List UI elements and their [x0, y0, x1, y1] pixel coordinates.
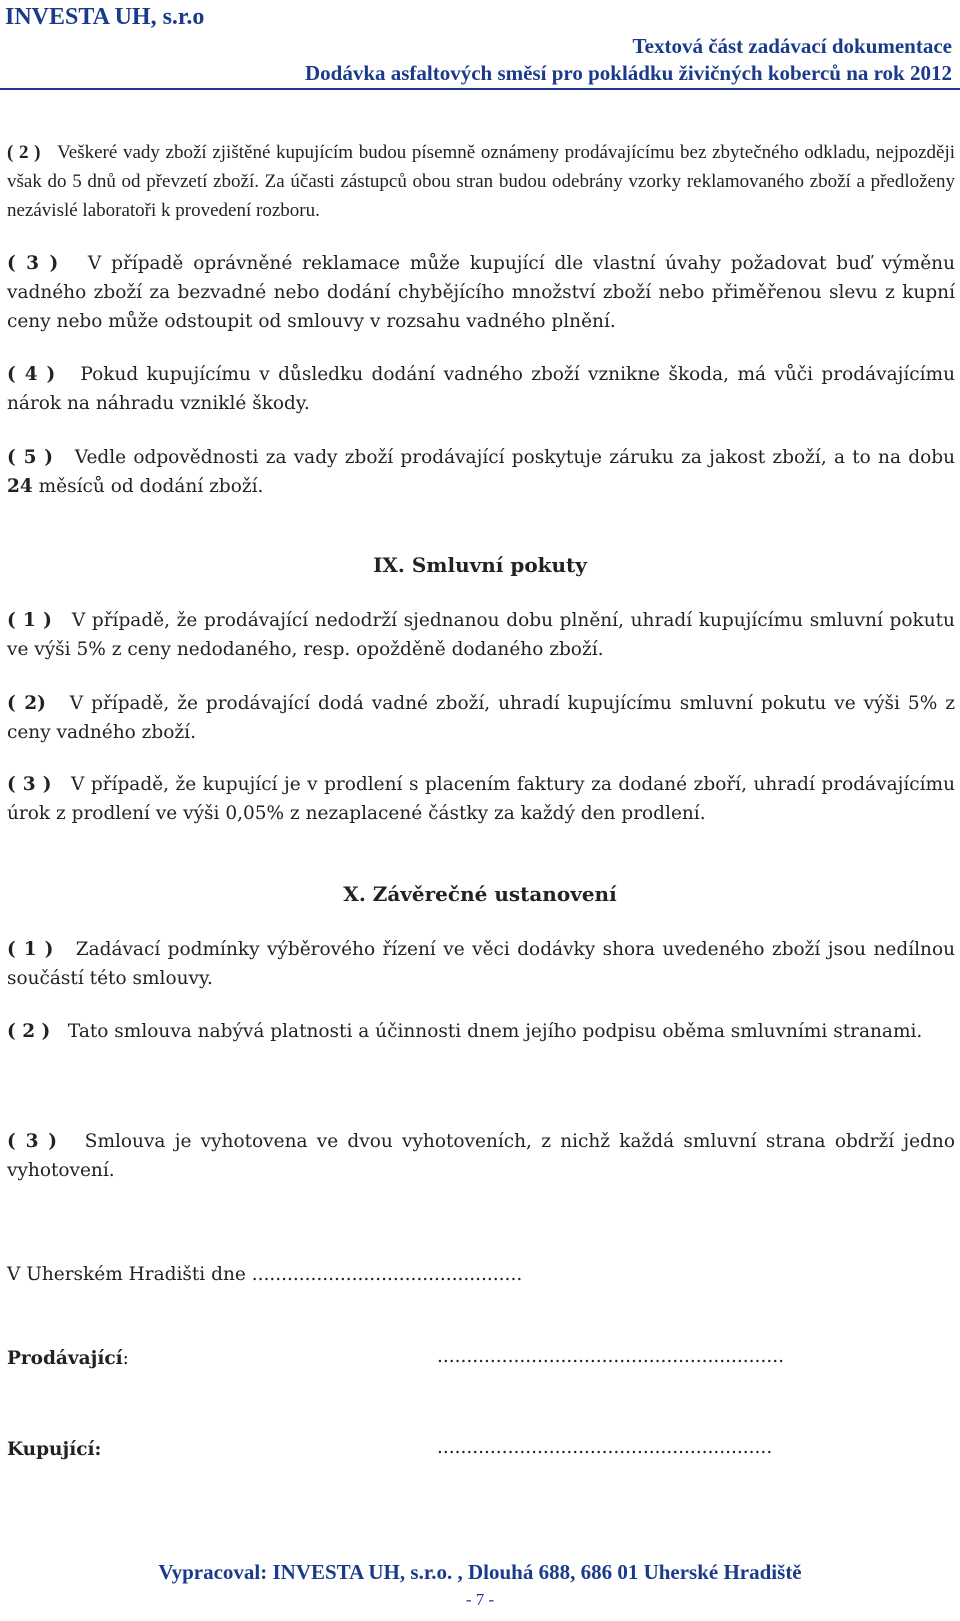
paragraph-text: měsíců od dodání zboží. — [32, 476, 264, 497]
paragraph-viii-3 — [7, 249, 955, 336]
header-divider — [0, 88, 960, 90]
paragraph-text: V případě, že kupující je v prodlení s placením faktury za dodané zboří, uhradí prodávajícímu úrok z prodlení ve výši 0,05% z nezaplacené částky za každý den prodlení. — [7, 774, 955, 824]
page-number: - 7 - — [465, 1590, 495, 1609]
paragraph-x-3 — [7, 1127, 955, 1185]
seller-label-colon: : — [122, 1348, 129, 1369]
paragraph-number: ( 2 ) — [7, 1021, 51, 1042]
paragraph-number: ( 3 ) — [7, 774, 52, 795]
paragraph-ix-3 — [7, 770, 955, 828]
section-heading-x: X. Závěrečné ustanovení — [343, 882, 617, 906]
paragraph-viii-4 — [7, 360, 955, 418]
seller-signature-line: ........................................................... — [437, 1346, 784, 1367]
document-title: Textová část zadávací dokumentace — [632, 34, 952, 58]
paragraph-text: Pokud kupujícímu v důsledku dodání vadného zboží vznikne škoda, má vůči prodávajícímu nárok na náhradu vzniklé škody. — [7, 364, 955, 414]
place-date-line: V Uherském Hradišti dne .............................................. — [7, 1264, 523, 1285]
buyer-label: Kupující: — [7, 1439, 102, 1460]
paragraph-text: V případě, že prodávající nedodrží sjednanou dobu plnění, uhradí kupujícímu smluvní pokutu ve výši 5% z ceny nedodaného, resp. opožděně dodaného zboží. — [7, 610, 955, 660]
paragraph-ix-2 — [7, 689, 955, 747]
paragraph-number: ( 5 ) — [7, 447, 54, 468]
paragraph-text: V případě oprávněné reklamace může kupující dle vlastní úvahy požadovat buď výměnu vadného zboží za bezvadné nebo dodání chybějícího množství zboží nebo přiměřenou slevu z kupní ceny nebo může odstoupit od smlouvy v rozsahu vadného plnění. — [7, 253, 955, 332]
paragraph-number: ( 2 ) — [7, 142, 41, 163]
paragraph-text: Tato smlouva nabývá platnosti a účinnosti dnem jejího podpisu oběma smluvními stranami. — [67, 1021, 923, 1042]
paragraph-x-1 — [7, 935, 955, 993]
paragraph-number: ( 4 ) — [7, 364, 56, 385]
paragraph-number: ( 1 ) — [7, 610, 52, 631]
paragraph-number: ( 1 ) — [7, 939, 54, 960]
paragraph-text: Smlouva je vyhotovena ve dvou vyhotoveních, z nichž každá smluvní strana obdrží jedno vyhotovení. — [7, 1131, 955, 1181]
buyer-signature-line: ......................................................... — [437, 1437, 773, 1458]
paragraph-text: Veškeré vady zboží zjištěné kupujícím budou písemně oznámeny prodávajícímu bez zbytečného odkladu, nejpozději však do 5 dnů od převzetí zboží. Za účasti zástupců obou stran budou odebrány vzorky reklamovaného zboží a předloženy nezávislé laboratoři k provedení rozboru. — [7, 142, 955, 221]
section-heading-ix: IX. Smluvní pokuty — [373, 553, 587, 577]
footer-prepared-by: Vypracoval: INVESTA UH, s.r.o. , Dlouhá 688, 686 01 Uherské Hradiště — [158, 1560, 802, 1584]
paragraph-viii-2 — [7, 138, 955, 225]
paragraph-text: Zadávací podmínky výběrového řízení ve věci dodávky shora uvedeného zboží jsou nedílnou součástí této smlouvy. — [7, 939, 956, 989]
seller-label — [7, 1348, 129, 1369]
paragraph-number: ( 3 ) — [7, 253, 59, 274]
paragraph-text: V případě, že prodávající dodá vadné zboží, uhradí kupujícímu smluvní pokutu ve výši 5% z ceny vadného zboží. — [7, 693, 955, 743]
paragraph-number: ( 3 ) — [7, 1131, 58, 1152]
paragraph-viii-5 — [7, 443, 955, 501]
document-subtitle: Dodávka asfaltových směsí pro pokládku živičných koberců na rok 2012 — [304, 61, 952, 85]
paragraph-number: ( 2) — [7, 693, 46, 714]
paragraph-x-2 — [7, 1017, 955, 1046]
paragraph-text: Vedle odpovědnosti za vady zboží prodávající poskytuje záruku za jakost zboží, a to na dobu — [74, 447, 955, 468]
company-name: INVESTA UH, s.r.o — [5, 4, 205, 30]
warranty-months: 24 — [7, 476, 33, 497]
seller-label-text: Prodávající — [7, 1348, 123, 1369]
paragraph-ix-1 — [7, 606, 955, 664]
